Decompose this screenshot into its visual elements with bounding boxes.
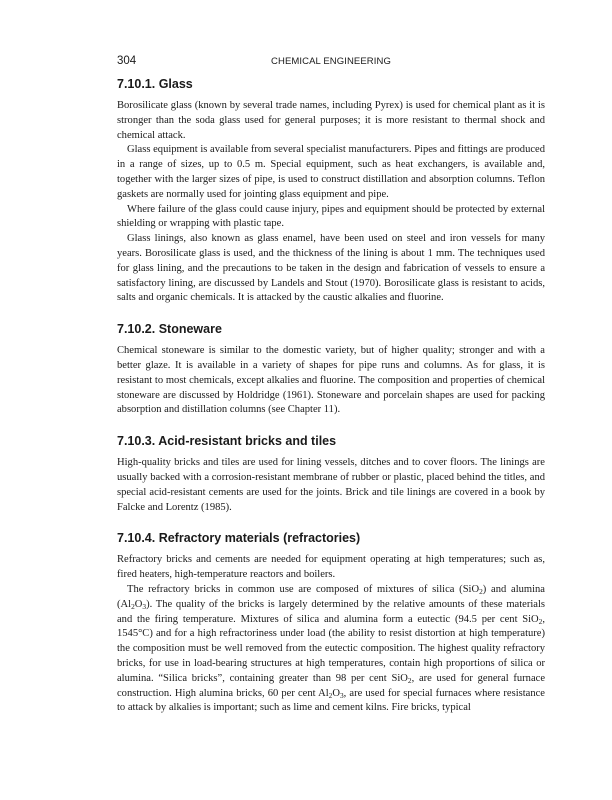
paragraph: Borosilicate glass (known by several trade names, including Pyrex) is used for chemical plant as it is stronger than the soda glass used for general purposes; it is more resistant to thermal shock and chemical attack. bbox=[117, 100, 545, 141]
paragraph: Refractory bricks and cements are needed for equipment operating at high temperatures; such as, fired heaters, high-temperature reactors and boilers. bbox=[117, 554, 545, 581]
section-heading: 7.10.1. Glass bbox=[117, 77, 193, 91]
page-body bbox=[117, 76, 545, 716]
running-title: CHEMICAL ENGINEERING bbox=[271, 56, 391, 67]
section-acid-resistant-bricks bbox=[117, 433, 545, 515]
section-heading: 7.10.3. Acid-resistant bricks and tiles bbox=[117, 434, 337, 449]
running-head bbox=[117, 55, 545, 69]
paragraph: Where failure of the glass could cause injury, pipes and equipment should be protected by external shielding or wrapping with plastic tape. bbox=[117, 203, 545, 230]
paragraph: Glass linings, also known as glass enamel, have been used on steel and iron vessels for many years. Borosilicate glass is used, and the thickness of the lining is about 1 mm. The techniques used for glass lining, and the precautions to be taken in the design and fabrication of vessels to ensure a satisfactory lining, are discussed by Landels and Stout (1970). Borosilicate glass is resistant to acids, salts and organic chemicals. It is attacked by the caustic alkalies and fluorine. bbox=[117, 233, 545, 304]
paragraph: Chemical stoneware is similar to the domestic variety, but of higher quality; stronger and with a better glaze. It is available in a variety of shapes for pipe runs and columns. As for glass, it is resistant to most chemicals, except alkalies and fluorine. The composition and properties of chemical stoneware are discussed by Holdridge (1961). Stoneware and porcelain shapes are used for packing absorption and distillation columns (see Chapter 11). bbox=[117, 345, 545, 416]
section-glass bbox=[117, 76, 545, 306]
section-heading: 7.10.4. Refractory materials (refractories) bbox=[117, 531, 361, 546]
paragraph-refractory-composition: The refractory bricks in common use are composed of mixtures of silica (SiO$_2$) and alumina $(Al_2O_3)$. The quality of the bricks is largely determined by the relative amounts of these materials and the firing temperature. Mixtures of silica and alumina form a eutectic (94.5 per cent SiO$_2$, 1545°C) and for a high refractoriness under load (the ability to resist distortion at high temperature) the composition must be well removed from the eutectic composition. The highest quality refractory bricks, for use in load-bearing structures at high temperatures, contain high proportions of silica or alumina. “Silica bricks”, containing greater than 98 per cent SiO$_2$, are used for general furnace construction. High alumina bricks, 60 per cent $Al_2O_3$, are used for special furnaces where resistance to attack by alkalies is important; such as lime and cement kilns. Fire bricks, typical bbox=[117, 583, 545, 714]
page-number: 304 bbox=[117, 55, 137, 67]
paragraph: High-quality bricks and tiles are used for lining vessels, ditches and to cover floors. The linings are usually backed with a corrosion-resistant membrane of rubber or plastic, placed behind the titles, and special acid-resistant cements are used for the joints. Brick and tile linings are covered in a book by Falcke and Lorentz (1985). bbox=[117, 457, 545, 513]
section-heading: 7.10.2. Stoneware bbox=[117, 322, 222, 337]
section-stoneware bbox=[117, 321, 545, 418]
paragraph: Glass equipment is available from several specialist manufacturers. Pipes and fittings are produced in a range of sizes, up to 0.5 m. Special equipment, such as heat exchangers, is available and, together with the larger sizes of pipe, is used to construct distillation and absorption columns. Teflon gaskets are normally used for jointing glass equipment and pipe. bbox=[117, 144, 545, 200]
section-refractory-materials bbox=[117, 530, 545, 716]
